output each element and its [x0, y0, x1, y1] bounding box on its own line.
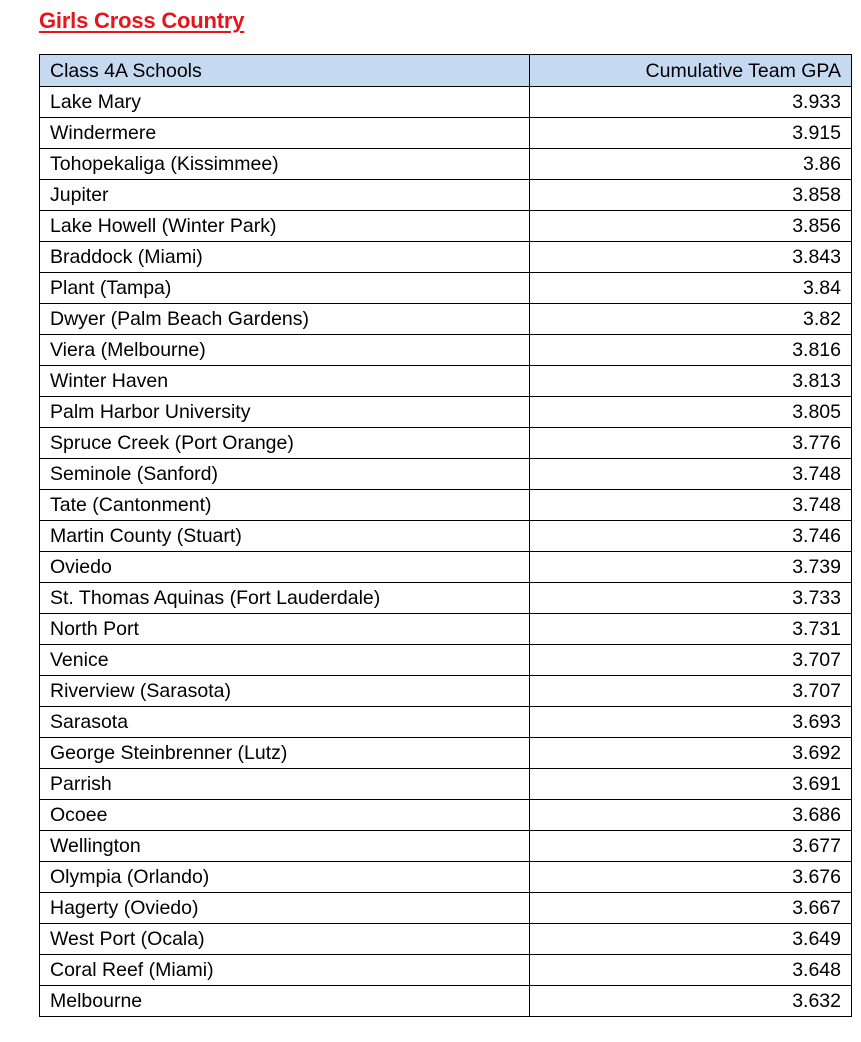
table-row	[40, 459, 852, 490]
school-name-cell: Wellington	[40, 831, 530, 862]
school-name-cell: Jupiter	[40, 180, 530, 211]
school-name-cell: Lake Howell (Winter Park)	[40, 211, 530, 242]
table-row	[40, 242, 852, 273]
table-row	[40, 552, 852, 583]
table-row	[40, 707, 852, 738]
table-row	[40, 645, 852, 676]
school-name-cell: Melbourne	[40, 986, 530, 1017]
school-name-cell: West Port (Ocala)	[40, 924, 530, 955]
gpa-value-cell: 3.739	[530, 552, 852, 583]
school-name-cell: Riverview (Sarasota)	[40, 676, 530, 707]
school-name-cell: Hagerty (Oviedo)	[40, 893, 530, 924]
table-row	[40, 800, 852, 831]
table-row	[40, 335, 852, 366]
gpa-value-cell: 3.843	[530, 242, 852, 273]
gpa-value-cell: 3.933	[530, 87, 852, 118]
gpa-value-cell: 3.692	[530, 738, 852, 769]
school-name-cell: Coral Reef (Miami)	[40, 955, 530, 986]
school-name-cell: Parrish	[40, 769, 530, 800]
gpa-value-cell: 3.676	[530, 862, 852, 893]
table-row	[40, 893, 852, 924]
school-name-cell: Oviedo	[40, 552, 530, 583]
gpa-value-cell: 3.686	[530, 800, 852, 831]
school-name-cell: Martin County (Stuart)	[40, 521, 530, 552]
gpa-value-cell: 3.82	[530, 304, 852, 335]
gpa-value-cell: 3.693	[530, 707, 852, 738]
page-title: Girls Cross Country	[39, 8, 245, 33]
school-name-cell: Windermere	[40, 118, 530, 149]
table-row	[40, 273, 852, 304]
gpa-table	[39, 54, 852, 1017]
gpa-value-cell: 3.915	[530, 118, 852, 149]
table-header-row	[40, 55, 852, 87]
table-row	[40, 862, 852, 893]
table-row	[40, 738, 852, 769]
gpa-value-cell: 3.84	[530, 273, 852, 304]
gpa-value-cell: 3.813	[530, 366, 852, 397]
column-header-gpa: Cumulative Team GPA	[530, 55, 852, 87]
gpa-value-cell: 3.707	[530, 645, 852, 676]
school-name-cell: Sarasota	[40, 707, 530, 738]
school-name-cell: Tohopekaliga (Kissimmee)	[40, 149, 530, 180]
gpa-value-cell: 3.649	[530, 924, 852, 955]
table-row	[40, 955, 852, 986]
school-name-cell: St. Thomas Aquinas (Fort Lauderdale)	[40, 583, 530, 614]
school-name-cell: Ocoee	[40, 800, 530, 831]
table-row	[40, 428, 852, 459]
gpa-value-cell: 3.748	[530, 490, 852, 521]
gpa-value-cell: 3.733	[530, 583, 852, 614]
school-name-cell: Venice	[40, 645, 530, 676]
gpa-value-cell: 3.86	[530, 149, 852, 180]
table-row	[40, 521, 852, 552]
school-name-cell: Seminole (Sanford)	[40, 459, 530, 490]
table-row	[40, 87, 852, 118]
school-name-cell: Olympia (Orlando)	[40, 862, 530, 893]
table-row	[40, 986, 852, 1017]
gpa-value-cell: 3.856	[530, 211, 852, 242]
table-row	[40, 924, 852, 955]
gpa-value-cell: 3.691	[530, 769, 852, 800]
gpa-value-cell: 3.667	[530, 893, 852, 924]
school-name-cell: Winter Haven	[40, 366, 530, 397]
table-body	[40, 87, 852, 1017]
table-row	[40, 366, 852, 397]
gpa-value-cell: 3.632	[530, 986, 852, 1017]
gpa-value-cell: 3.816	[530, 335, 852, 366]
table-row	[40, 304, 852, 335]
gpa-value-cell: 3.805	[530, 397, 852, 428]
table-row	[40, 490, 852, 521]
table-row	[40, 583, 852, 614]
gpa-value-cell: 3.731	[530, 614, 852, 645]
school-name-cell: Palm Harbor University	[40, 397, 530, 428]
gpa-value-cell: 3.648	[530, 955, 852, 986]
column-header-school: Class 4A Schools	[40, 55, 530, 87]
school-name-cell: North Port	[40, 614, 530, 645]
school-name-cell: George Steinbrenner (Lutz)	[40, 738, 530, 769]
school-name-cell: Plant (Tampa)	[40, 273, 530, 304]
school-name-cell: Braddock (Miami)	[40, 242, 530, 273]
gpa-value-cell: 3.776	[530, 428, 852, 459]
school-name-cell: Tate (Cantonment)	[40, 490, 530, 521]
school-name-cell: Viera (Melbourne)	[40, 335, 530, 366]
table-row	[40, 831, 852, 862]
table-row	[40, 769, 852, 800]
table-row	[40, 614, 852, 645]
gpa-value-cell: 3.707	[530, 676, 852, 707]
table-row	[40, 211, 852, 242]
table-row	[40, 149, 852, 180]
table-row	[40, 397, 852, 428]
table-row	[40, 676, 852, 707]
gpa-value-cell: 3.858	[530, 180, 852, 211]
table-row	[40, 180, 852, 211]
gpa-value-cell: 3.677	[530, 831, 852, 862]
gpa-value-cell: 3.746	[530, 521, 852, 552]
table-row	[40, 118, 852, 149]
school-name-cell: Dwyer (Palm Beach Gardens)	[40, 304, 530, 335]
gpa-value-cell: 3.748	[530, 459, 852, 490]
school-name-cell: Spruce Creek (Port Orange)	[40, 428, 530, 459]
school-name-cell: Lake Mary	[40, 87, 530, 118]
